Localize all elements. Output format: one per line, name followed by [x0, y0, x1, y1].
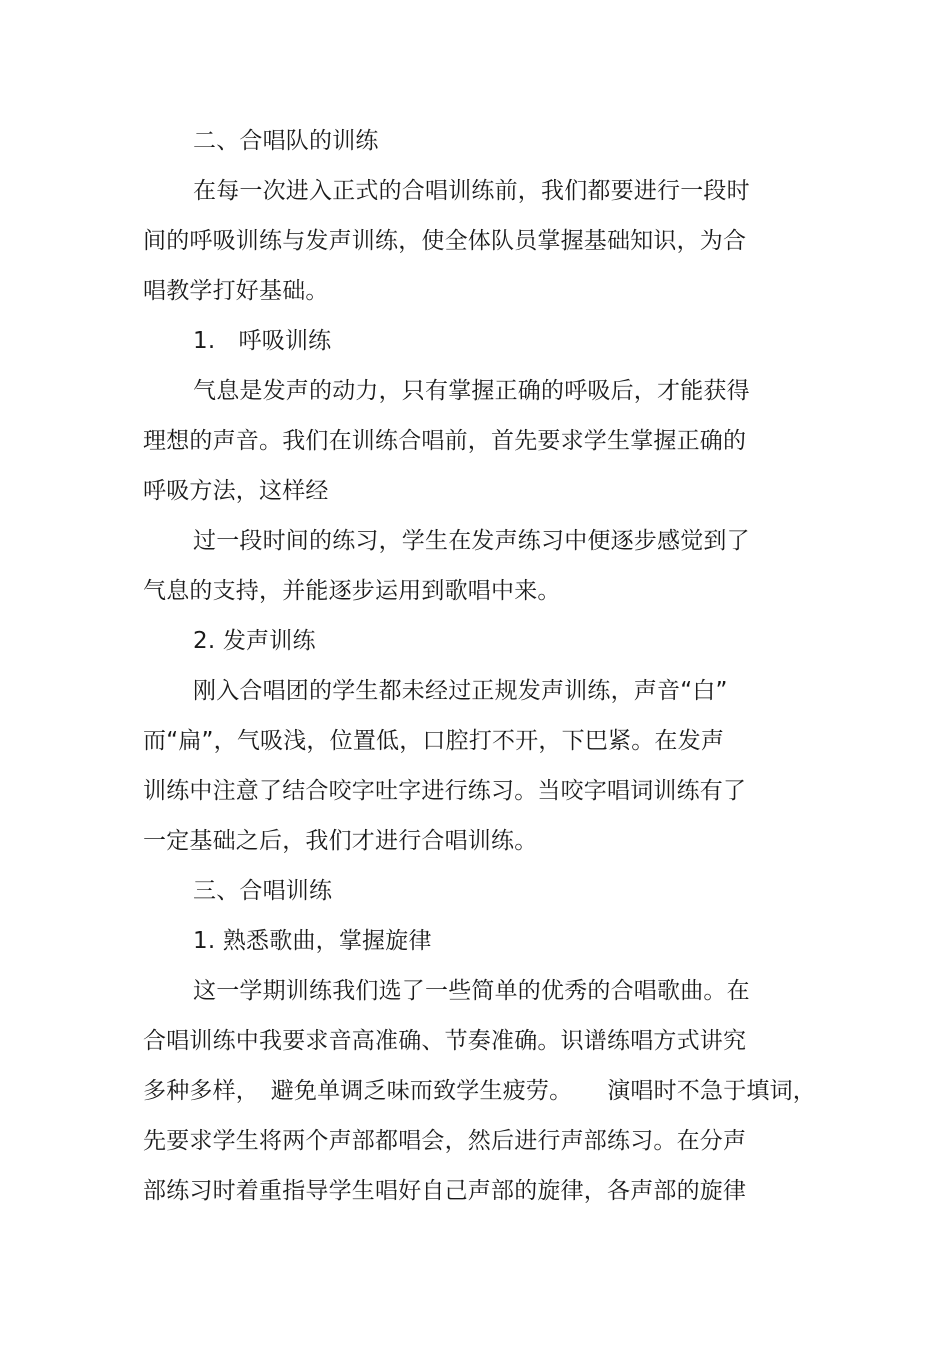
paragraph-line: 气息的支持，并能逐步运用到歌唱中来。: [143, 578, 561, 604]
paragraph-line: 刚入合唱团的学生都未经过正规发声训练，声音“白”: [193, 678, 728, 704]
paragraph-line: 一定基础之后，我们才进行合唱训练。: [143, 828, 538, 854]
subheading-familiarize-songs: 1. 熟悉歌曲，掌握旋律: [193, 928, 432, 954]
paragraph-line: 训练中注意了结合咬字吐字进行练习。当咬字唱词训练有了: [143, 778, 747, 804]
paragraph-line: 间的呼吸训练与发声训练，使全体队员掌握基础知识，为合: [143, 228, 747, 254]
subheading-vocal-training: 2. 发声训练: [193, 628, 316, 654]
paragraph-line: 气息是发声的动力，只有掌握正确的呼吸后，才能获得: [193, 378, 750, 404]
paragraph-line: 这一学期训练我们选了一些简单的优秀的合唱歌曲。在: [193, 978, 750, 1004]
paragraph-line: 部练习时着重指导学生唱好自己声部的旋律，各声部的旋律: [143, 1178, 747, 1204]
subheading-breathing-training: 1. 呼吸训练: [193, 328, 332, 354]
paragraph-line: 在每一次进入正式的合唱训练前，我们都要进行一段时: [193, 178, 750, 204]
paragraph-line: 而“扁”，气吸浅，位置低，口腔打不开，下巴紧。在发声: [143, 728, 725, 754]
paragraph-line: 理想的声音。我们在训练合唱前，首先要求学生掌握正确的: [143, 428, 747, 454]
paragraph-line: 过一段时间的练习，学生在发声练习中便逐步感觉到了: [193, 528, 750, 554]
section-heading-chorus-training: 三、合唱训练: [193, 878, 333, 904]
paragraph-line: 合唱训练中我要求音高准确、节奏准确。识谱练唱方式讲究: [143, 1028, 747, 1054]
section-heading-choir-training: 二、合唱队的训练: [193, 128, 379, 154]
paragraph-line: 呼吸方法，这样经: [143, 478, 329, 504]
paragraph-line: 唱教学打好基础。: [143, 278, 329, 304]
paragraph-line: 多种多样， 避免单调乏味而致学生疲劳。 演唱时不急于填词，: [143, 1078, 816, 1104]
paragraph-line: 先要求学生将两个声部都唱会，然后进行声部练习。在分声: [143, 1128, 747, 1154]
